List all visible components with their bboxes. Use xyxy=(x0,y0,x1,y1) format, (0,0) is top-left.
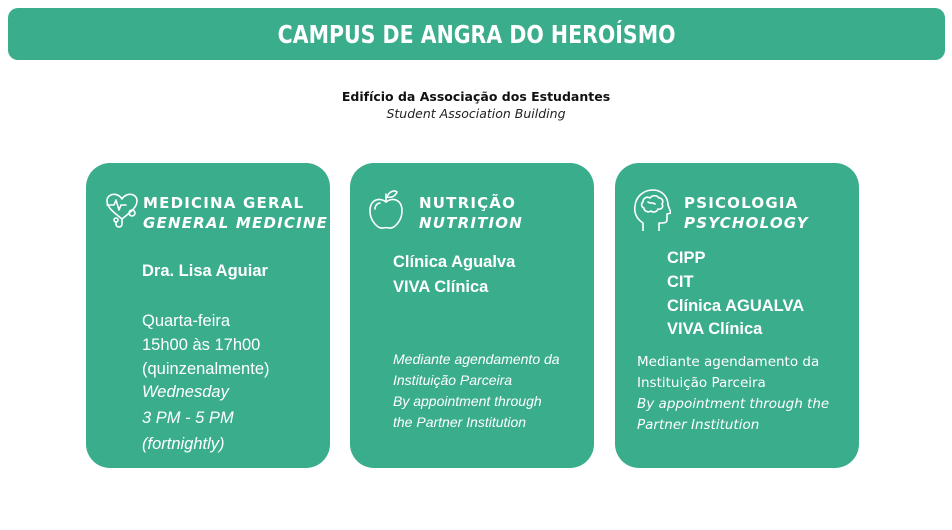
stethoscope-heart-icon xyxy=(102,187,142,231)
building-name-en: Student Association Building xyxy=(386,106,566,121)
campus-banner xyxy=(8,8,945,60)
schedule-frequency-pt: (quinzenalmente) xyxy=(142,360,270,378)
general-medicine-card xyxy=(86,163,330,468)
schedule-day-en: Wednesday xyxy=(142,383,229,401)
schedule-frequency-en: (fortnightly) xyxy=(142,435,225,453)
clinic-name: CIT xyxy=(667,273,694,291)
clinic-name: VIVA Clínica xyxy=(667,320,763,338)
brain-head-icon xyxy=(631,187,671,231)
psychology-card xyxy=(615,163,859,468)
appointment-note-en: Partner Institution xyxy=(637,417,760,433)
clinic-name: Clínica Agualva xyxy=(393,253,516,271)
building-name-pt: Edifício da Associação dos Estudantes xyxy=(341,89,611,104)
card-title: NUTRIÇÃO xyxy=(419,194,517,212)
nutrition-card xyxy=(350,163,594,468)
card-title: PSICOLOGIA xyxy=(684,194,799,212)
appointment-note-pt: Instituição Parceira xyxy=(637,375,766,391)
clinic-name: CIPP xyxy=(667,249,706,267)
card-subtitle: PSYCHOLOGY xyxy=(684,214,809,232)
appointment-note-en: By appointment through the xyxy=(637,396,830,412)
schedule-day-pt: Quarta-feira xyxy=(142,312,231,330)
card-subtitle: NUTRITION xyxy=(419,214,524,232)
appointment-note-en: By appointment through xyxy=(393,393,542,409)
appointment-note-pt: Instituição Parceira xyxy=(393,372,513,388)
campus-title: CAMPUS DE ANGRA DO HEROÍSMO xyxy=(277,19,676,49)
schedule-hours-en: 3 PM - 5 PM xyxy=(142,409,234,427)
clinic-name: VIVA Clínica xyxy=(393,278,489,296)
appointment-note-en: the Partner Institution xyxy=(393,414,527,430)
appointment-note-pt: Mediante agendamento da xyxy=(637,354,820,370)
card-title: MEDICINA GERAL xyxy=(143,194,305,212)
appointment-note-pt: Mediante agendamento da xyxy=(393,351,560,367)
apple-icon xyxy=(366,187,406,231)
clinic-name: Clínica AGUALVA xyxy=(667,297,805,315)
schedule-hours-pt: 15h00 às 17h00 xyxy=(142,336,261,354)
building-info xyxy=(0,88,952,122)
card-subtitle: GENERAL MEDICINE xyxy=(143,214,329,232)
doctor-name: Dra. Lisa Aguiar xyxy=(142,262,268,280)
